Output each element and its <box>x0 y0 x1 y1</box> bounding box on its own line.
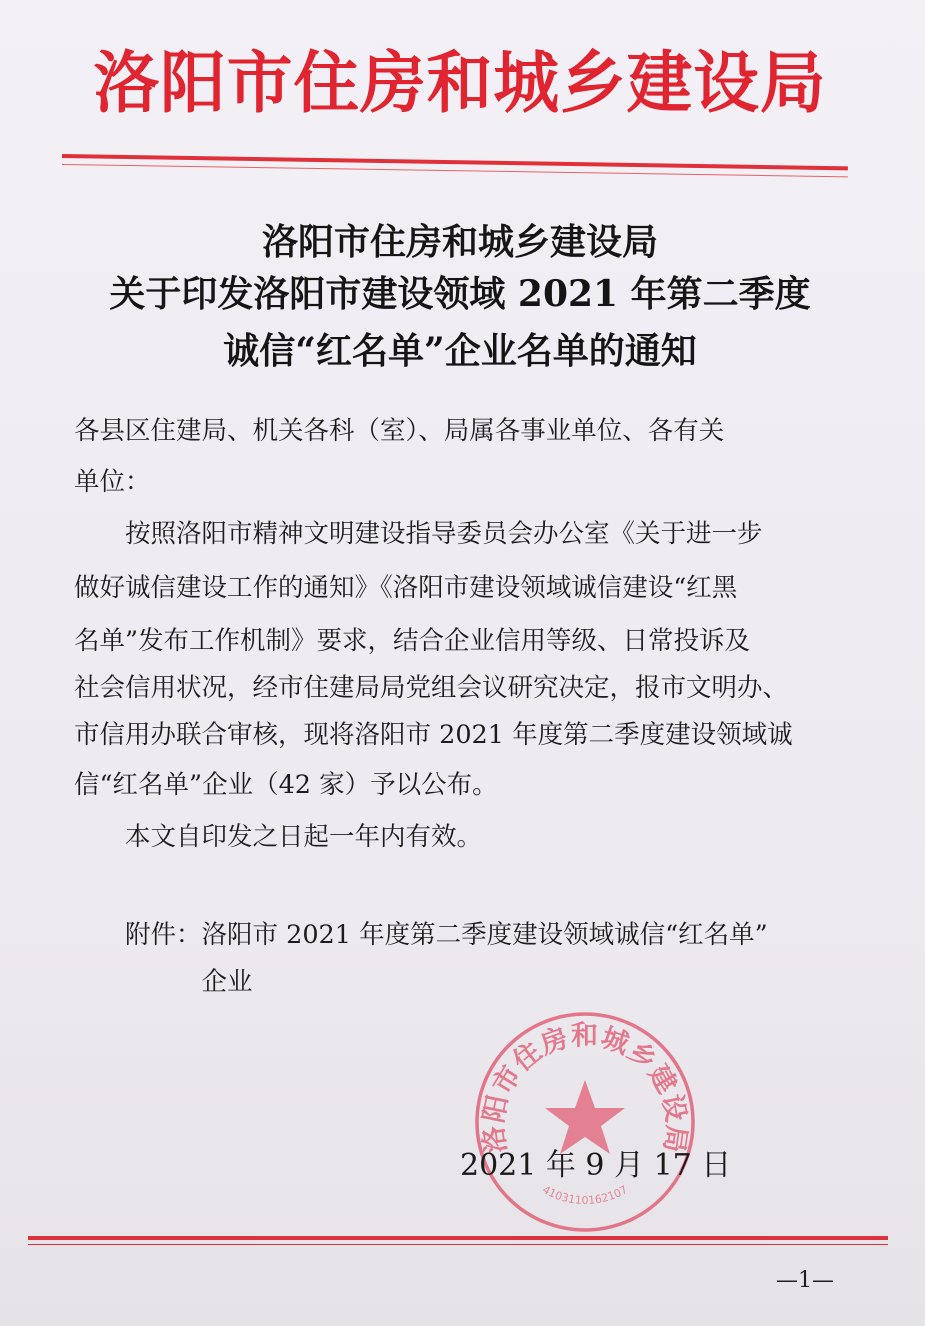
body-line: 名单”发布工作机制》要求，结合企业信用等级、日常投诉及 <box>74 626 751 656</box>
official-seal-icon <box>465 1002 705 1242</box>
attachment-line: 附件：洛阳市 2021 年度第二季度建设领域诚信“红名单” <box>74 920 768 950</box>
body-line: 做好诚信建设工作的通知》《洛阳市建设领域诚信建设“红黑 <box>74 573 738 603</box>
body-line: 社会信用状况，经市住建局局党组会议研究决定，报市文明办、 <box>74 673 789 703</box>
body-line: 单位： <box>74 467 151 497</box>
body-line: 信“红名单”企业（42 家）予以公布。 <box>74 770 498 800</box>
header-rule-thick <box>62 154 848 170</box>
title-line-1: 洛阳市住房和城乡建设局 <box>261 221 658 263</box>
body-line: 按照洛阳市精神文明建设指导委员会办公室《关于进一步 <box>74 519 763 549</box>
page-number: —1— <box>776 1268 834 1293</box>
issue-date: 2021 年 9 月 17 日 <box>460 1148 732 1183</box>
body-line: 各县区住建局、机关各科（室）、局属各事业单位、各有关 <box>74 416 725 446</box>
agency-header: 洛阳市住房和城乡建设局 <box>93 44 827 122</box>
seal-code-text: 4103110162107 <box>540 1182 630 1208</box>
body-line: 本文自印发之日起一年内有效。 <box>74 822 483 852</box>
attachment-line: 企业 <box>74 967 253 997</box>
footer-rule-thin <box>28 1244 888 1245</box>
svg-text:4103110162107 <box>540 1183 630 1207</box>
seal-ring-text: 洛阳市住房和城乡建设局 <box>478 1020 692 1156</box>
title-line-3: 诚信“红名单”企业名单的通知 <box>223 330 697 372</box>
body-line: 市信用办联合审核，现将洛阳市 2021 年度第二季度建设领域诚 <box>74 720 793 750</box>
footer-rule-thick <box>28 1236 888 1240</box>
title-line-2: 关于印发洛阳市建设领域 2021 年第二季度 <box>109 273 811 315</box>
